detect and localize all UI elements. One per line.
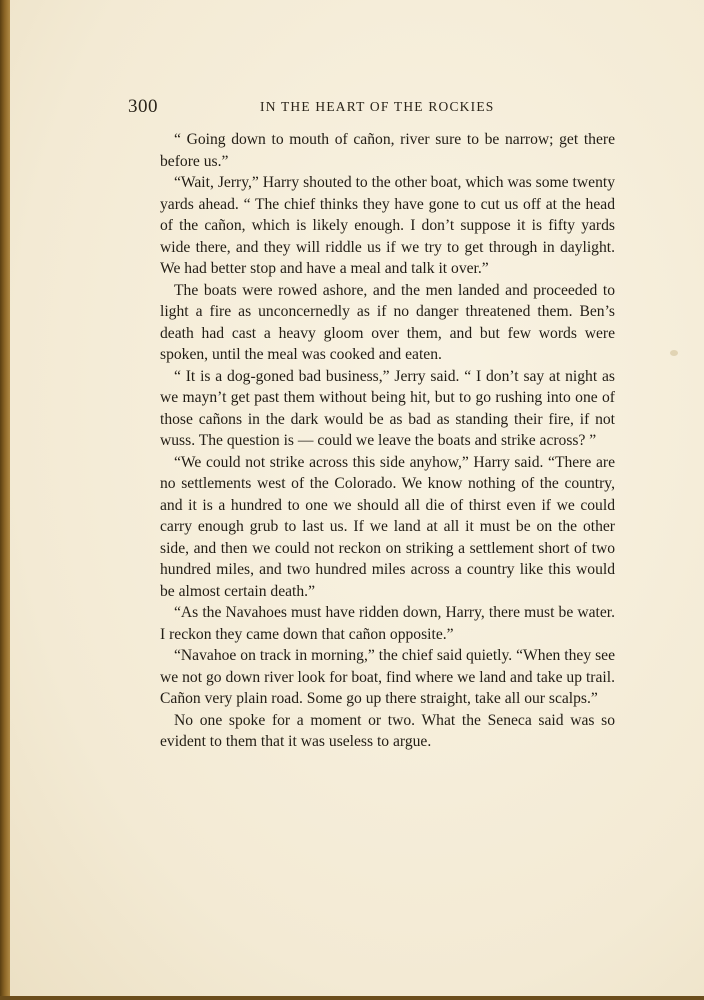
paragraph: “Wait, Jerry,” Harry shouted to the other boat, which was some twenty yards ahead. “ The chief thinks they have gone to cut us off at the head of the cañon, which is likely enough. I don’t suppose it is fifty yards wide there, and they will riddle us if we try to get through in daylight. We had better stop and have a meal and talk it over.” (160, 174, 615, 277)
paragraph: No one spoke for a moment or two. What the Seneca said was so evident to them that it was useless to argue. (160, 711, 615, 750)
paragraph: “Navahoe on track in morning,” the chief said quietly. “When they see we not go down river look for boat, find where we land and take up trail. Cañon very plain road. Some go up there straight, take all our scalps.” (160, 647, 615, 707)
book-spine (0, 0, 10, 1000)
running-head (128, 96, 648, 122)
paragraph: The boats were rowed ashore, and the men landed and proceeded to light a fire as unconcernedly as if no danger threatened them. Ben’s death had cast a heavy gloom over them, and but few words were spoken, until the meal was cooked and eaten. (160, 281, 615, 363)
page-number: 300 (128, 96, 158, 117)
running-title: IN THE HEART OF THE ROCKIES (260, 99, 495, 114)
paragraph: “As the Navahoes must have ridden down, Harry, there must be water. I reckon they came down that cañon opposite.” (160, 604, 615, 643)
paragraph: “We could not strike across this side anyhow,” Harry said. “There are no settlements west of the Colorado. We know nothing of the country, and it is a hundred to one we should all die of thirst even if we could carry enough grub to last us. If we land at all it must be on the other side, and then we could not reckon on striking a settlement short of two hundred miles, and two hundred miles across a country like this would be almost certain death.” (160, 453, 615, 600)
paper-smudge (670, 350, 678, 356)
paragraph: “ Going down to mouth of cañon, river sure to be narrow; get there before us.” (160, 131, 615, 170)
page-bottom-edge (0, 996, 704, 1000)
paragraph: “ It is a dog-goned bad business,” Jerry said. “ I don’t say at night as we mayn’t get past them without being hit, but to go rushing into one of those cañons in the dark would be as bad as standing their fire, if not wuss. The question is — could we leave the boats and strike across? ” (160, 367, 615, 449)
body-text (160, 129, 615, 753)
